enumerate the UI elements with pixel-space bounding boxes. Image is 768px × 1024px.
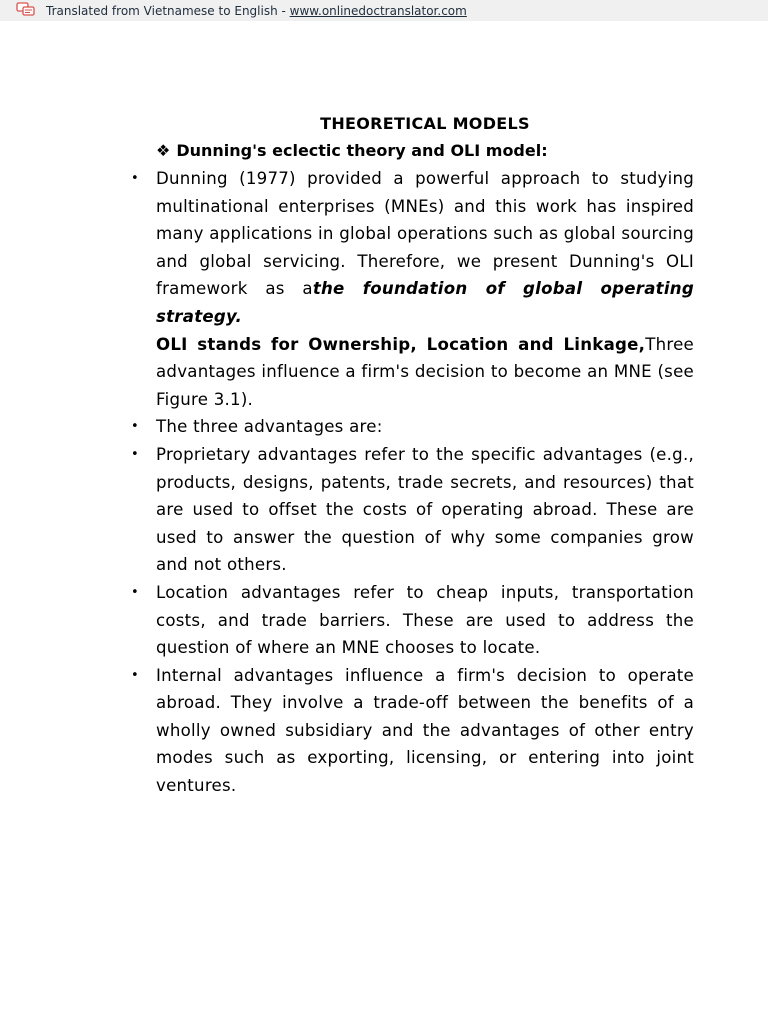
diamond-bullet-icon: ❖ [156,141,171,160]
paragraph-three-advantages: • The three advantages are: [156,413,694,441]
paragraph-text: Three advantages influence a firm's decision to become an MNE (see Figure 3.1). [156,334,694,409]
section-heading-text: Dunning's eclectic theory and OLI model: [176,141,548,160]
paragraph-text: Dunning (1977) provided a powerful approach to studying multinational enterprises (MNEs) and this work has inspired many applications in global operations such as global sourcing and global servicing. Therefore, we present Dunning's OLI framework as a [156,169,694,299]
emphasis-text: the foundation of global operating strategy. [156,279,694,326]
paragraph-location: • Location advantages refer to cheap inputs, transportation costs, and trade barriers. These are used to address the question of where an MNE chooses to locate. [156,579,694,662]
bold-text: OLI stands for Ownership, Location and Linkage, [156,334,646,354]
translation-banner [0,0,768,21]
paragraph-proprietary: • Proprietary advantages refer to the specific advantages (e.g., products, designs, patents, trade secrets, and resources) that are used to offset the costs of operating abroad. These are used to answer the question of why some companies grow and not others. [156,441,694,579]
banner-text [46,4,467,18]
paragraph-oli [156,331,694,414]
banner-prefix: Translated from Vietnamese to English - [46,4,290,18]
paragraph-internal: • Internal advantages influence a firm's decision to operate abroad. They involve a trade-off between the benefits of a wholly owned subsidiary and the advantages of other entry modes such as exporting, licensing, or entering into joint ventures. [156,662,694,800]
banner-link[interactable]: www.onlinedoctranslator.com [289,4,467,18]
document-body [156,165,694,800]
paragraph-dunning [156,165,694,331]
translator-logo-icon [16,2,36,16]
page-title: THEORETICAL MODELS [320,114,530,133]
section-heading [156,141,716,161]
